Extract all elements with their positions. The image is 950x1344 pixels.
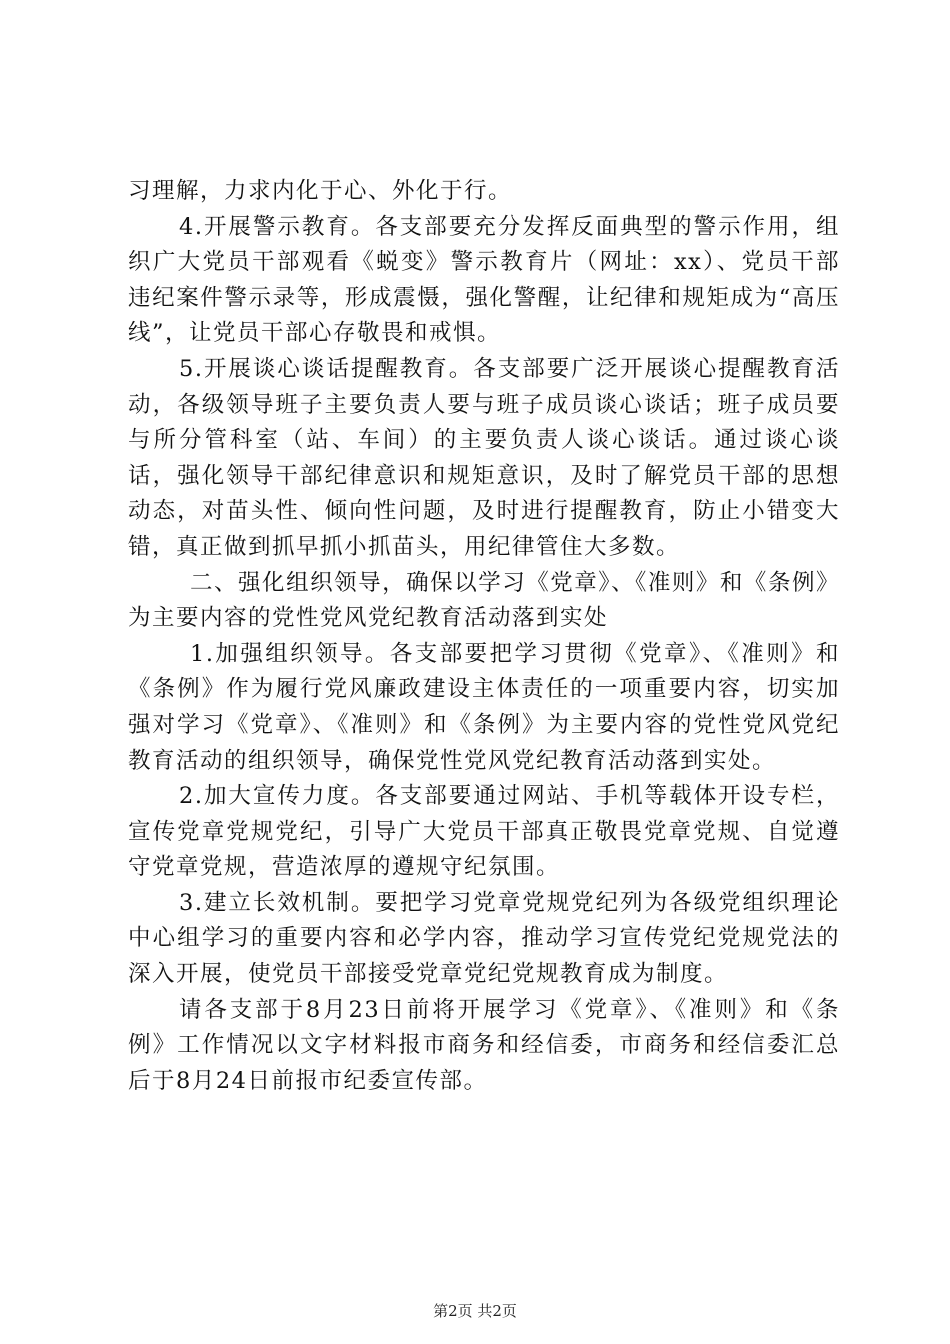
paragraph-warning-education: 4.开展警示教育。各支部要充分发挥反面典型的警示作用，组织广大党员干部观看《蜕变》警示教育片（网址：xx）、党员干部违纪案件警示录等，形成震慑，强化警醒，让纪律和规矩成为“高压线”，让党员干部心存敬畏和戒惧。	[128, 213, 840, 347]
section-heading-organization-leadership: 二、强化组织领导，确保以学习《党章》、《准则》和《条例》为主要内容的党性党风党纪教育活动落到实处	[128, 569, 840, 632]
paragraph-submission-deadline: 请各支部于8月23日前将开展学习《党章》、《准则》和《条例》工作情况以文字材料报市商务和经信委，市商务和经信委汇总后于8月24日前报市纪委宣传部。	[128, 996, 840, 1094]
paragraph-strengthen-leadership: 1.加强组织领导。各支部要把学习贯彻《党章》、《准则》和《条例》作为履行党风廉政建设主体责任的一项重要内容，切实加强对学习《党章》、《准则》和《条例》为主要内容的党性党风党纪教育活动的组织领导，确保党性党风党纪教育活动落到实处。	[128, 640, 840, 774]
page-number-footer: 第2页 共2页	[433, 1302, 517, 1320]
document-body	[128, 174, 840, 1099]
paragraph-long-term-mechanism: 3.建立长效机制。要把学习党章党规党纪列为各级党组织理论中心组学习的重要内容和必学内容，推动学习宣传党纪党规党法的深入开展，使党员干部接受党章党纪党规教育成为制度。	[128, 889, 840, 988]
paragraph-continuation: 习理解，力求内化于心、外化于行。	[128, 178, 513, 204]
paragraph-publicity: 2.加大宣传力度。各支部要通过网站、手机等载体开设专栏，宣传党章党规党纪，引导广大党员干部真正敬畏党章党规、自觉遵守党章党规，营造浓厚的遵规守纪氛围。	[128, 783, 840, 881]
paragraph-heart-to-heart-talks: 5.开展谈心谈话提醒教育。各支部要广泛开展谈心提醒教育活动，各级领导班子主要负责人要与班子成员谈心谈话；班子成员要与所分管科室（站、车间）的主要负责人谈心谈话。通过谈心谈话，强化领导干部纪律意识和规矩意识，及时了解党员干部的思想动态，对苗头性、倾向性问题，及时进行提醒教育，防止小错变大错，真正做到抓早抓小抓苗头，用纪律管住大多数。	[128, 355, 840, 560]
